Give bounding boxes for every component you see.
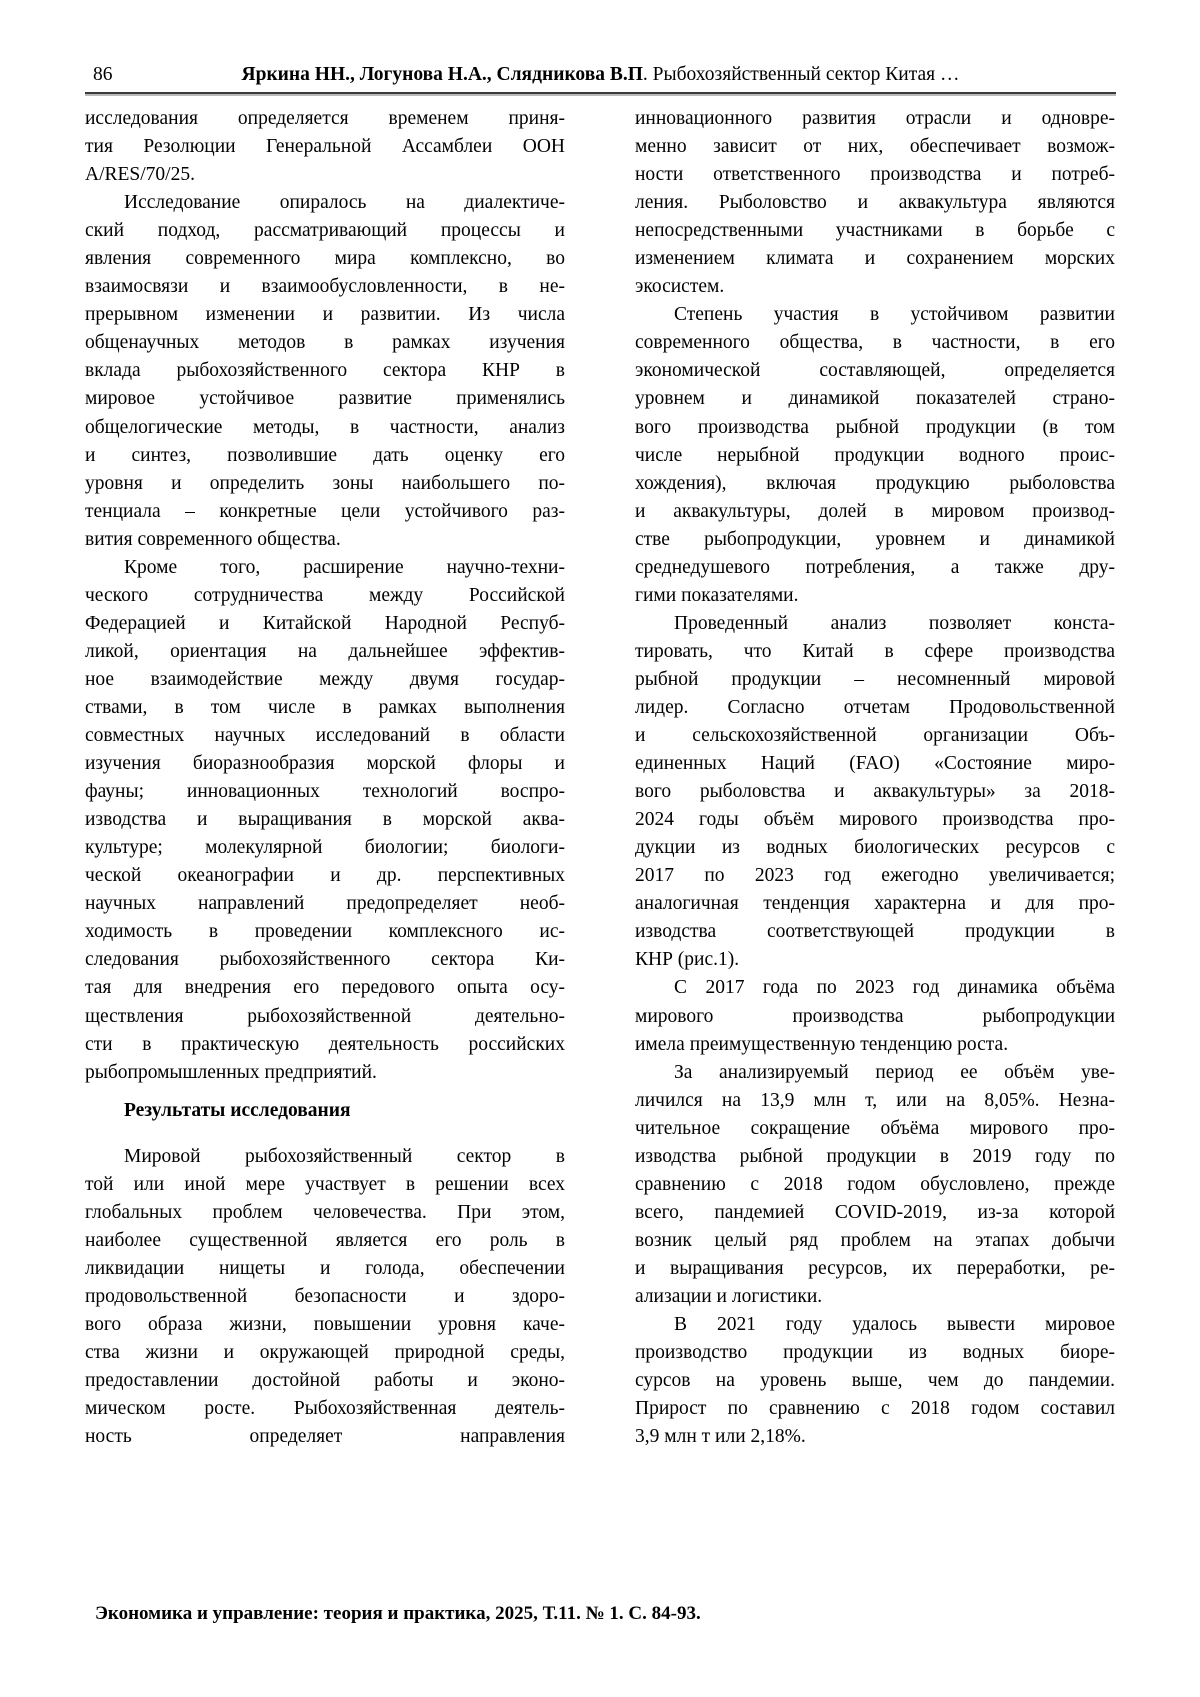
text-line: взаимосвязи и взаимообусловленности, в не- <box>85 276 565 298</box>
text-line: экосистем. <box>635 276 725 298</box>
right-text-column <box>635 105 1115 1451</box>
text-line: Федерацией и Китайской Народной Респуб- <box>85 612 565 634</box>
text-line: изменением климата и сохранением морских <box>635 248 1115 270</box>
text-line: Прирост по сравнению с 2018 годом составил <box>635 1398 1115 1420</box>
text-line: ликвидации нищеты и голода, обеспечении <box>85 1257 565 1279</box>
text-line: хождения), включая продукцию рыболовства <box>635 472 1115 494</box>
text-line: ства жизни и окружающей природной среды, <box>85 1342 565 1364</box>
text-line: Степень участия в устойчивом развитии <box>674 304 1115 326</box>
text-line: менно зависит от них, обеспечивает возмож- <box>635 136 1115 158</box>
text-line: сравнению с 2018 годом обусловлено, прежде <box>635 1173 1115 1195</box>
text-line: Исследование опиралось на диалектиче- <box>124 192 565 214</box>
text-line: изводства рыбной продукции в 2019 году по <box>635 1145 1115 1167</box>
text-line: 3,9 млн т или 2,18%. <box>635 1426 806 1448</box>
text-line: уровнем и динамикой показателей страно- <box>635 388 1115 410</box>
text-line: и синтез, позволившие дать оценку его <box>85 444 565 466</box>
text-line: ности ответственного производства и потреб- <box>635 164 1115 186</box>
two-column-text-block <box>85 105 1116 1451</box>
text-line: следования рыбохозяйственного сектора Ки- <box>85 949 565 971</box>
text-line: среднедушевого потребления, а также дру- <box>635 556 1115 578</box>
running-header <box>85 64 1116 94</box>
text-line: Мировой рыбохозяйственный сектор в <box>124 1145 565 1167</box>
text-line: В 2021 году удалось вывести мировое <box>674 1314 1115 1336</box>
text-line: той или иной мере участвует в решении всех <box>85 1173 565 1195</box>
text-line: тировать, что Китай в сфере производства <box>635 640 1115 662</box>
text-line: вклада рыбохозяйственного сектора КНР в <box>85 360 565 382</box>
text-line: 2024 годы объём мирового производства про- <box>635 809 1115 831</box>
text-line: имела преимущественную тенденцию роста. <box>635 1033 1009 1055</box>
text-line: дукции из водных биологических ресурсов с <box>635 837 1115 859</box>
text-line: ализации и логистики. <box>635 1285 823 1307</box>
text-line: прерывном изменении и развитии. Из числа <box>85 304 565 326</box>
text-line: научных направлений предопределяет необ- <box>85 893 565 915</box>
running-title <box>85 64 1116 86</box>
text-line: сурсов на уровень выше, чем до пандемии. <box>635 1370 1115 1392</box>
text-line: ществления рыбохозяйственной деятельно- <box>85 1005 565 1027</box>
page-number: 86 <box>93 64 113 85</box>
text-line: непосредственными участниками в борьбе с <box>635 220 1115 242</box>
text-line: сти в практическую деятельность российских <box>85 1033 565 1055</box>
text-line: A/RES/70/25. <box>85 164 195 186</box>
text-line: ления. Рыболовство и аквакультура являются <box>635 192 1115 214</box>
text-line: вого образа жизни, повышении уровня каче- <box>85 1313 565 1335</box>
text-line: ствами, в том числе в рамках выполнения <box>85 696 565 718</box>
text-line: ликой, ориентация на дальнейшее эффектив- <box>85 640 565 662</box>
text-line: изводства и выращивания в морской аква- <box>85 809 565 831</box>
text-line: производство продукции из водных биоре- <box>635 1342 1115 1364</box>
text-line: возник целый ряд проблем на этапах добычи <box>635 1229 1115 1251</box>
text-line: ский подход, рассматривающий процессы и <box>85 220 565 242</box>
text-line: совместных научных исследований в области <box>85 725 565 747</box>
text-line: инновационного развития отрасли и одновре- <box>635 108 1115 129</box>
running-title-article: . Рыбохозяйственный сектор Китая … <box>642 64 960 85</box>
text-line: явления современного мира комплексно, во <box>85 248 565 270</box>
text-line: и выращивания ресурсов, их переработки, ре- <box>635 1257 1115 1279</box>
text-line: общенаучных методов в рамках изучения <box>85 332 565 354</box>
text-line: уровня и определить зоны наибольшего по- <box>85 472 565 494</box>
text-line: рыбной продукции – несомненный мировой <box>635 668 1115 690</box>
section-heading: Результаты исследования <box>124 1099 351 1121</box>
text-line: всего, пандемией COVID-2019, из-за которой <box>635 1201 1115 1223</box>
text-line: Проведенный анализ позволяет конста- <box>674 612 1115 634</box>
text-line: тенциала – конкретные цели устойчивого раз- <box>85 500 565 522</box>
text-line: гими показателями. <box>635 584 799 606</box>
text-line: 2017 по 2023 год ежегодно увеличивается; <box>635 865 1115 887</box>
text-line: вого производства рыбной продукции (в том <box>635 416 1115 438</box>
text-line: единенных Наций (FAO) «Состояние миро- <box>635 753 1115 775</box>
text-line: наиболее существенной является его роль в <box>85 1229 565 1251</box>
text-line: предоставлении достойной работы и эконо- <box>85 1370 565 1392</box>
text-line: ность определяет направления <box>85 1426 565 1448</box>
text-line: и сельскохозяйственной организации Объ- <box>635 725 1115 747</box>
text-line: чительное сокращение объёма мирового про- <box>635 1117 1115 1139</box>
text-line: Кроме того, расширение научно-техни- <box>124 556 565 578</box>
text-line: лидер. Согласно отчетам Продовольственной <box>635 696 1115 718</box>
left-text-column <box>85 105 565 1451</box>
text-line: современного общества, в частности, в его <box>635 332 1115 354</box>
text-line: изучения биоразнообразия морской флоры и <box>85 753 565 775</box>
journal-footer-citation: Экономика и управление: теория и практика, 2025, Т.11. № 1. С. 84-93. <box>95 1603 701 1624</box>
text-line: ходимость в проведении комплексного ис- <box>85 921 565 943</box>
text-line: изводства соответствующей продукции в <box>635 921 1115 943</box>
running-title-authors: Яркина НН., Логунова Н.А., Слядникова В.П <box>241 64 643 85</box>
text-line: тия Резолюции Генеральной Ассамблеи ООН <box>85 136 565 158</box>
text-line: ческого сотрудничества между Российской <box>85 584 565 606</box>
text-line: общелогические методы, в частности, анализ <box>85 416 565 438</box>
text-line: личился на 13,9 млн т, или на 8,05%. Незна- <box>635 1089 1115 1111</box>
text-line: мирового производства рыбопродукции <box>635 1005 1115 1027</box>
text-line: продовольственной безопасности и здоро- <box>85 1285 565 1307</box>
text-line: мировое устойчивое развитие применялись <box>85 388 565 410</box>
text-line: глобальных проблем человечества. При этом, <box>85 1201 565 1223</box>
text-line: тая для внедрения его передового опыта осу- <box>85 977 565 999</box>
text-line: мическом росте. Рыбохозяйственная деятель- <box>85 1398 565 1420</box>
text-line: и аквакультуры, долей в мировом производ- <box>635 500 1115 522</box>
text-line: вого рыболовства и аквакультуры» за 2018- <box>635 781 1115 803</box>
text-line: рыбопромышленных предприятий. <box>85 1061 377 1083</box>
text-line: КНР (рис.1). <box>635 949 740 971</box>
text-line: ческой океанографии и др. перспективных <box>85 865 565 887</box>
text-line: экономической составляющей, определяется <box>635 360 1115 382</box>
text-line: числе нерыбной продукции водного проис- <box>635 444 1115 466</box>
text-line: За анализируемый период ее объём уве- <box>674 1061 1115 1083</box>
text-line: вития современного общества. <box>85 528 341 550</box>
text-line: аналогичная тенденция характерна и для про- <box>635 893 1115 915</box>
text-line: исследования определяется временем приня- <box>85 108 565 129</box>
text-line: ное взаимодействие между двумя государ- <box>85 668 565 690</box>
text-line: фауны; инновационных технологий воспро- <box>85 781 565 803</box>
text-line: С 2017 года по 2023 год динамика объёма <box>674 977 1115 999</box>
text-line: стве рыбопродукции, уровнем и динамикой <box>635 528 1115 550</box>
text-line: культуре; молекулярной биологии; биологи- <box>85 837 565 859</box>
